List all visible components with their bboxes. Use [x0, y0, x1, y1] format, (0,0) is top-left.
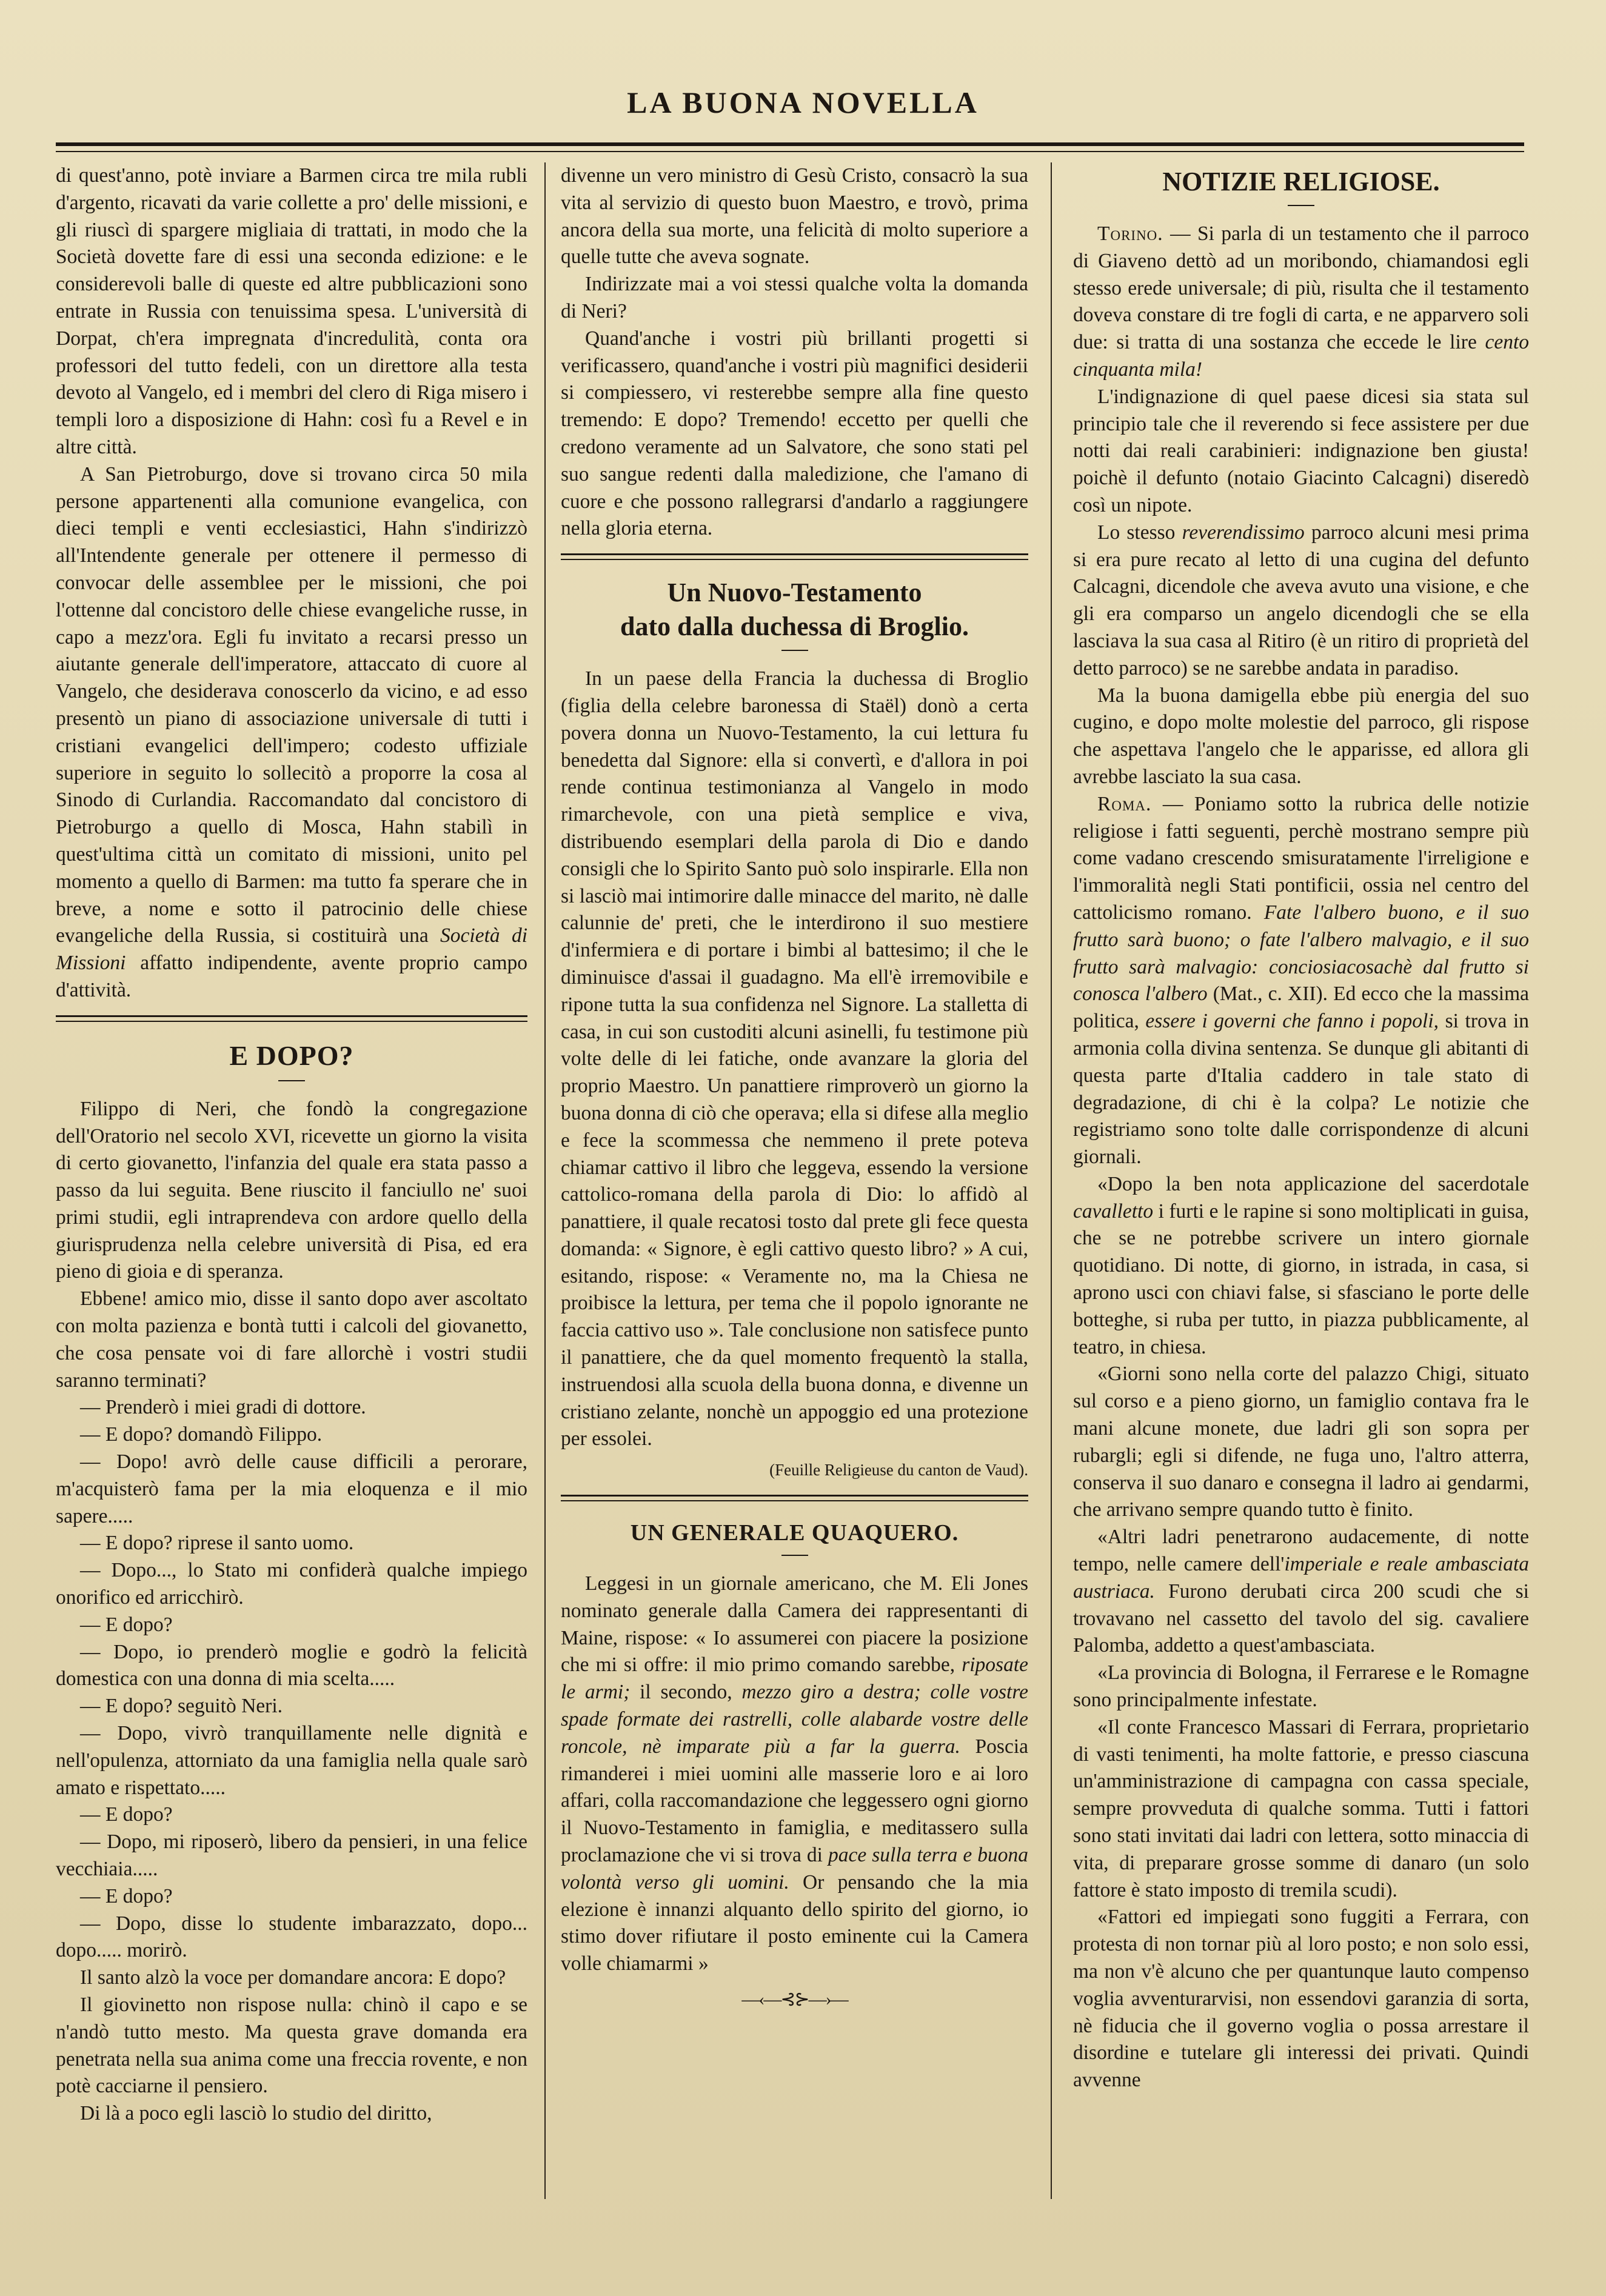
paragraph: — Dopo..., lo Stato mi confiderà qualche impiego onorifico ed arricchirò.: [56, 1559, 527, 1609]
title-dash: [1288, 205, 1314, 206]
paragraph: Il santo alzò la voce per domandare ancora: E dopo?: [80, 1966, 506, 1989]
article-title: Un Nuovo-Testamento: [667, 578, 922, 608]
article-title: E DOPO?: [229, 1040, 354, 1071]
paragraph: Roma. — Poniamo sotto la rubrica delle notizie religiose i fatti seguenti, perchè mostrano sempre più come vadano crescendo smisuratamente l'irreligione e l'immoralità negli Stati pontificii, ossia nel centro del cattolicismo romano. Fate l'albero buono, e il suo frutto sarà buono; o fate l'albero malvagio, e il suo frutto sarà malvagio: conciosiacosachè dal frutto si conosca l'albero (Mat., c. XII). Ed ecco che la massima politica, essere i governi che fanno i popoli, si trova in armonia colla divina sentenza. Se dunque gli abitanti di questa parte d'Italia caddero in tale stato di degradazione, di chi è la colpa? Le notizie che registriamo sono tolte dalle corrispondenze di alcuni giornali.: [1073, 792, 1530, 1169]
top-rule: [56, 142, 1524, 152]
paragraph: — Dopo, io prenderò moglie e godrò la felicità domestica con una donna di mia scelta.....: [56, 1640, 527, 1690]
paragraph: A San Pietroburgo, dove si trovano circa 50 mila persone appartenenti alla comunione evangelica, con dieci templi e venti ecclesiastici, Hahn s'indirizzò all'Intendente generale per ottenere il permesso di convocar delle assemblee per le missioni, che poi l'ottenne dal concistoro delle chiese evangeliche russe, in capo a mezz'ora. Egli fu invitato a recarsi presso un aiutante generale dell'imperatore, attaccato di cuore al Vangelo, che desiderava conoscerlo da vicino, e ad esso presentò un piano di associazione universale di tutti i cristiani evangelici dell'impero; codesto uffiziale superiore in seguito lo sollecitò a proporre la cosa al Sinodo di Curlandia. Raccomandato dal concistoro di Pietroburgo a quello di Mosca, Hahn stabilì in quest'ultima città un comitato di missioni, unito pel momento a quello di Barmen: ma tutto fa sperare che in breve, a nome e sotto il patrocinio delle chiese evangeliche della Russia, si costituirà una Società di Missioni affatto indipendente, avente proprio campo d'attività.: [56, 462, 528, 1001]
paragraph: — Dopo, vivrò tranquillamente nelle dignità e nell'opulenza, attorniato da una famiglia nella quale sarò amato e rispettato.....: [56, 1722, 527, 1799]
ornament: —‹—⊰⊱—›—: [741, 1989, 848, 2010]
paragraph: Filippo di Neri, che fondò la congregazione dell'Oratorio nel secolo XVI, ricevette un giorno la visita di certo giovanetto, l'infanzia del quale era stata passo a passo da lui seguita. Bene riuscito il fanciullo ne' suoi primi studii, egli intraprendeva con ardore quello della giurisprudenza nella celebre università di Pisa, ed era pieno di gioia e di speranza.: [56, 1097, 527, 1283]
paragraph: «La provincia di Bologna, il Ferrarese e le Romagne sono principalmente infestate.: [1073, 1661, 1529, 1712]
column-rule: [1051, 162, 1052, 2199]
paragraph: divenne un vero ministro di Gesù Cristo, consacrò la sua vita al servizio di questo buon Maestro, e trovò, prima ancora della sua morte, una felicità di molto superiore a quelle tutte che aveva sognate.: [561, 164, 1028, 269]
source-credit: (Feuille Religieuse du canton de Vaud).: [769, 1461, 1028, 1480]
paragraph: — E dopo?: [80, 1884, 173, 1907]
column-1: [56, 162, 527, 2127]
paragraph: «Altri ladri penetrarono audacemente, di notte tempo, nelle camere dell'imperiale e reale ambasciata austriaca. Furono derubati circa 200 scudi che si trovavano nel cassetto del tavolo del sig. cavaliere Palomba, addetto a quest'ambasciata.: [1073, 1526, 1530, 1657]
article-subtitle: dato dalla duchessa di Broglio.: [620, 612, 969, 642]
column-2: [561, 162, 1028, 2014]
paragraph: — E dopo? domandò Filippo.: [80, 1423, 323, 1446]
paragraph: — E dopo? seguitò Neri.: [80, 1695, 283, 1718]
masthead: LA BUONA NOVELLA: [627, 85, 979, 119]
paragraph: Leggesi in un giornale americano, che M. Eli Jones nominato generale dalla Camera dei rappresentanti di Maine, rispose: « Io assumerei con piacere la posizione che mi si offre: il mio primo comando sarebbe, riposate le armi; il secondo, mezzo giro a destra; colle vostre spade formate dei rastrelli, colle alabarde vostre delle roncole, nè imparate più a far la guerra. Poscia rimanderei i miei uomini alle masserie loro e ai loro affari, colla raccomandazione che leggessero ogni giorno il Nuovo-Testamento in famiglia, e meditassero sulla proclamazione che vi si trova di pace sulla terra e buona volontà verso gli uomini. Or pensando che la mia elezione è innanzi alquanto dello spirito del giorno, io stimo dover rifiutare il posto eminente cui la Camera volle chiamarmi »: [561, 1572, 1029, 1975]
paragraph: Indirizzate mai a voi stessi qualche volta la domanda di Neri?: [561, 273, 1028, 322]
paragraph: — E dopo? riprese il santo uomo.: [80, 1532, 354, 1555]
paragraph: Di là a poco egli lasciò lo studio del diritto,: [80, 2102, 432, 2125]
column-rule: [544, 162, 546, 2199]
section-rule: [561, 1495, 1028, 1501]
title-dash: [781, 1555, 808, 1556]
title-dash: [278, 1080, 305, 1081]
paragraph: In un paese della Francia la duchessa di Broglio (figlia della celebre baronessa di Staël) donò a certa povera donna un Nuovo-Testamento, la cui lettura fu benedetta dal Signore: ella si convertì, e d'allora in poi rende continua testimonianza al Vangelo in modo rimarchevole, con una pietà semplice e viva, distribuendo esemplari della parola di Dio e dando consigli che lo Spirito Santo può solo inspirarle. Ella non si lasciò mai intimorire dalle minacce del marito, nè dalle calunnie de' preti, che le interdirono il suo mestiere d'infermiera e di portare i bimbi al battesimo; il che le diminuisce d'assai il guadagno. Ma ell'è irremovibile e ripone tutta la sua confidenza nel Signore. La stalletta di casa, in cui son custoditi alcuni asinelli, fu testimone più volte delle di lei fatiche, onde avanzare la gloria del proprio Maestro. Un panattiere rimproverò un giorno la buona donna di ciò che operava; ella si difese alla meglio e fece la scommessa che nemmeno il prete poteva chiamar cattivo il libro che leggeva, essendo la versione cattolico-romana della parola di Dio: lo affidò al panattiere, il quale recatosi tosto dal prete gli fece questa domanda: « Signore, è egli cattivo questo libro? » A cui, esitando, rispose: « Veramente no, ma la Chiesa ne proibisce la lettura, per tema che il popolo ignorante ne faccia cattivo uso ». Tale conclusione non satisfece punto il panattiere, che da quel momento frequentò la stalla, instruendosi alla scuola della buona donna, e divenne un cristiano zelante, nonchè un appoggio ed una protezione per essolei.: [561, 667, 1028, 1450]
paragraph: Lo stesso reverendissimo parroco alcuni mesi prima si era pure recato al letto di una cugina del defunto Calcagni, dicendole che aveva avuto una visione, e che gli era comparso un angelo dicendogli che se ella lasciava la sua casa al Ritiro (è un ritiro di proprietà del detto parroco) se ne sarebbe andata in paradiso.: [1073, 521, 1530, 679]
paragraph: L'indignazione di quel paese dicesi sia stata sul principio tale che il reverendo si fece assistere per due notti dai reali carabinieri: indignazione ben giusta! poichè il defunto (notaio Giacinto Calcagni) diseredò così un nipote.: [1073, 385, 1529, 516]
paragraph: «Il conte Francesco Massari di Ferrara, proprietario di vasti tenimenti, ha molte fattorie, e presso ciascuna un'amministrazione di campagna con cassa speciale, sempre provveduta di qualche somma. Tutti i fattori sono stati invitati dai ladri con lettera, sotto minaccia di vita, di preparare grosse somme di danaro (un solo fattore è stato imposto di tremila scudi).: [1073, 1715, 1529, 1901]
paragraph: — Dopo, disse lo studente imbarazzato, dopo... dopo..... morirò.: [56, 1912, 527, 1962]
section-rule: [56, 1015, 527, 1022]
section-rule: [561, 553, 1028, 560]
paragraph: «Giorni sono nella corte del palazzo Chigi, situato sul corso e a pieno giorno, un famiglio contava fra le mani alcune monete, due ladri gli son sopra per rubargli; egli si difende, ne fuga uno, l'altro atterra, conserva il suo danaro e consegna il ladro ai gendarmi, che arrivano sempre quando tutto è finito.: [1073, 1363, 1529, 1521]
paragraph: Ebbene! amico mio, disse il santo dopo aver ascoltato con molta pazienza e bontà tutti i calcoli del giovanetto, che cosa pensate voi di fare allorchè i vostri studii saranno terminati?: [56, 1287, 527, 1392]
paragraph: «Fattori ed impiegati sono fuggiti a Ferrara, con protesta di non tornar più al loro posto; e non solo essi, ma non v'è alcuno che per quantunque lauto compenso voglia avventurarvisi, non essendovi garanzia di sorta, nè fiducia che il governo voglia o possa arrestare il disordine e tutelare gli interessi dei privati. Quindi avvenne: [1073, 1906, 1529, 2092]
paragraph: — E dopo?: [80, 1803, 173, 1826]
paragraph: di quest'anno, potè inviare a Barmen circa tre mila rubli d'argento, ricavati da varie collette a pro' delle missioni, e gli riuscì di spargere migliaia di trattati, in modo che la Società dovette fare di essi una seconda edizione: e le considerevoli balle di queste ed altre pubblicazioni sono entrate in Russia con tenuissima spesa. L'università di Dorpat, ch'era impregnata d'incredulità, conta ora professori del tutto fedeli, con un direttore alla testa devoto al Vangelo, ed i membri del clero di Riga misero i templi loro a disposizione di Hahn: così fu a Revel e in altre città.: [56, 164, 527, 458]
paragraph: Quand'anche i vostri più brillanti progetti si verificassero, quand'anche i vostri più magnifici desiderii si compiessero, vi resterebbe sempre alla fine questo tremendo: E dopo? Tremendo! eccetto per quelli che credono veramente ad un Salvatore, che sono stati pel suo sangue redenti dalla maledizione, che l'amano di cuore e che possono rallegrarsi d'andarlo a raggiungere nella gloria eterna.: [561, 327, 1028, 540]
section-title: NOTIZIE RELIGIOSE.: [1162, 167, 1440, 196]
paragraph: — Dopo! avrò delle cause difficili a perorare, m'acquisterò fama per la mia eloquenza e il mio sapere.....: [56, 1450, 527, 1527]
title-dash: [781, 650, 808, 651]
paragraph: Ma la buona damigella ebbe più energia del suo cugino, e dopo molte molestie del parroco, gli rispose che aspettava l'angelo che le apparisse, ed allora gli avrebbe lasciato la sua casa.: [1073, 684, 1529, 788]
paragraph: Torino. — Si parla di un testamento che il parroco di Giaveno dettò ad un moribondo, chiamandosi egli stesso erede universale; di più, risulta che il testamento doveva constare di tre fogli di carta, e ne apparvero soli due: si tratta di una sostanza che eccede le lire cento cinquanta mila!: [1073, 222, 1530, 381]
paragraph: Il giovinetto non rispose nulla: chinò il capo e se n'andò tutto mesto. Ma questa grave domanda era penetrata nella sua anima come una freccia rovente, e non potè cacciarne il pensiero.: [56, 1994, 527, 2098]
paragraph: «Dopo la ben nota applicazione del sacerdotale cavalletto i furti e le rapine si sono moltiplicati in guisa, che se ne potrebbe scrivere un intero giornale quotidiano. Di notte, di giorno, in istrada, in casa, si aprono usci con chiavi false, si sfasciano le porte delle botteghe, si ruba per tutto, in piazza pubblicamente, al teatro, in chiesa.: [1073, 1172, 1530, 1358]
paragraph: — E dopo?: [80, 1613, 173, 1636]
column-3: [1073, 162, 1529, 2094]
paragraph: — Dopo, mi riposerò, libero da pensieri, in una felice vecchiaia.....: [56, 1830, 527, 1881]
article-title: UN GENERALE QUAQUERO.: [630, 1520, 959, 1546]
paragraph: — Prenderò i miei gradi di dottore.: [80, 1396, 366, 1419]
